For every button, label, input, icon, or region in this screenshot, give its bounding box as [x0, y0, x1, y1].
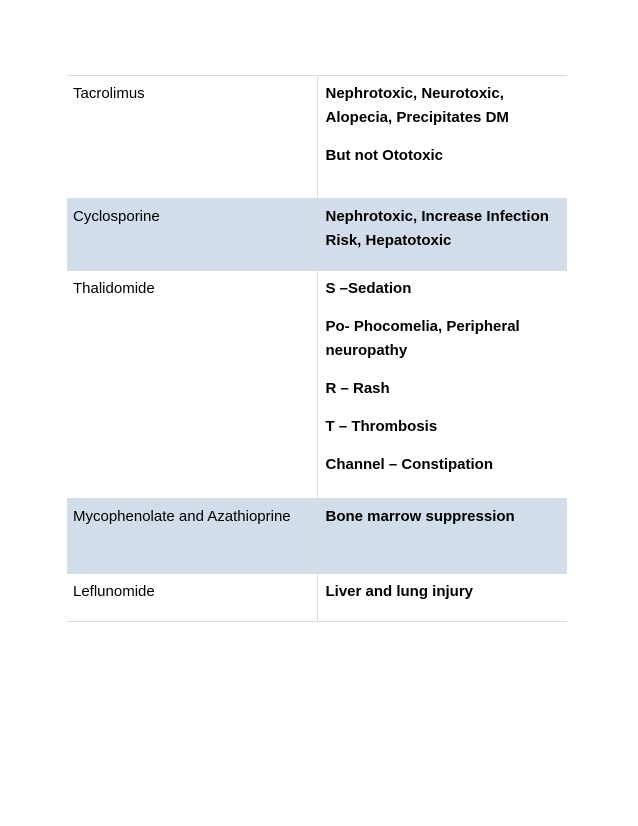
- side-effects-cell: [317, 499, 567, 574]
- drug-name-cell: [67, 199, 317, 271]
- drug-name: Thalidomide: [73, 280, 155, 297]
- table-row: [67, 199, 567, 271]
- drug-name-cell: [67, 76, 317, 199]
- side-effect-line: Nephrotoxic, Neurotoxic, Alopecia, Precipitates DM: [325, 85, 509, 126]
- drug-name-cell: [67, 499, 317, 574]
- drug-name-cell: [67, 271, 317, 499]
- side-effects-cell: [317, 76, 567, 199]
- side-effect-line: Bone marrow suppression: [325, 508, 515, 525]
- side-effect-line: S –Sedation: [325, 280, 412, 297]
- side-effect-line: Channel – Constipation: [325, 456, 494, 473]
- side-effect-line: Liver and lung injury: [325, 583, 474, 600]
- side-effects-cell: [317, 199, 567, 271]
- side-effect-line: Nephrotoxic, Increase Infection Risk, Hepatotoxic: [325, 208, 549, 249]
- drug-name: Cyclosporine: [73, 208, 160, 225]
- side-effect-line: But not Ototoxic: [325, 147, 443, 164]
- drug-name: Leflunomide: [73, 583, 155, 600]
- side-effects-cell: [317, 271, 567, 499]
- table-row: [67, 271, 567, 499]
- side-effect-line: T – Thrombosis: [325, 418, 438, 435]
- side-effect-line: Po- Phocomelia, Peripheral neuropathy: [325, 318, 520, 359]
- table-row: [67, 499, 567, 574]
- side-effects-cell: [317, 574, 567, 622]
- table-row: [67, 574, 567, 622]
- table-row: [67, 76, 567, 199]
- drug-name: Tacrolimus: [73, 85, 145, 102]
- side-effect-line: R – Rash: [325, 380, 390, 397]
- drug-side-effects-table: [67, 75, 567, 622]
- drug-name-cell: [67, 574, 317, 622]
- drug-name: Mycophenolate and Azathioprine: [73, 508, 291, 525]
